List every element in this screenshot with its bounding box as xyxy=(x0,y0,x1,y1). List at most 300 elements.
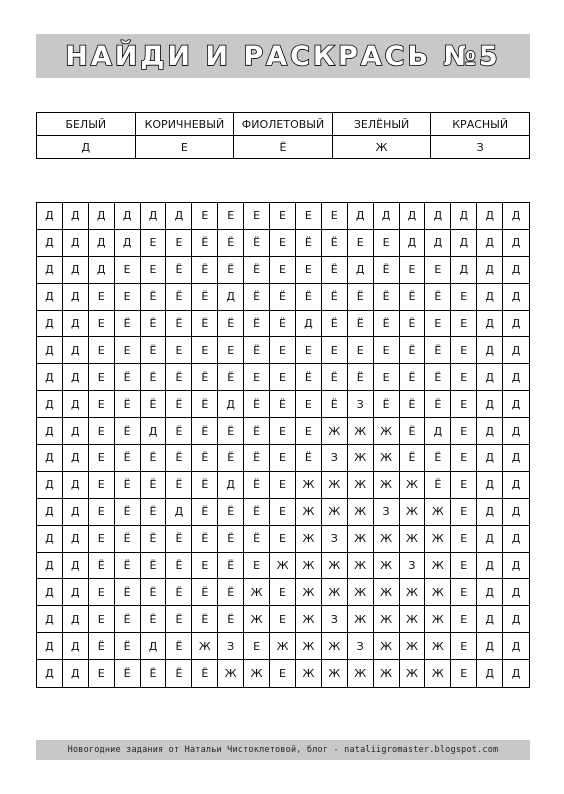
grid-cell[interactable]: Ж xyxy=(270,553,296,580)
grid-cell[interactable]: Е xyxy=(451,526,477,553)
grid-cell[interactable]: Ж xyxy=(296,472,322,499)
grid-cell[interactable]: Ё xyxy=(218,499,244,526)
grid-cell[interactable]: Е xyxy=(425,257,451,284)
grid-cell[interactable]: Д xyxy=(477,660,503,687)
grid-cell[interactable]: Ё xyxy=(244,230,270,257)
grid-cell[interactable]: Ё xyxy=(244,418,270,445)
grid-cell[interactable]: Ё xyxy=(115,579,141,606)
grid-cell[interactable]: Е xyxy=(425,311,451,338)
grid-cell[interactable]: Ё xyxy=(115,499,141,526)
grid-cell[interactable]: Ж xyxy=(322,579,348,606)
grid-cell[interactable]: Е xyxy=(244,364,270,391)
grid-cell[interactable]: Ё xyxy=(141,364,167,391)
grid-cell[interactable]: Ё xyxy=(192,445,218,472)
grid-cell[interactable]: Д xyxy=(503,633,529,660)
grid-cell[interactable]: Ж xyxy=(296,633,322,660)
grid-cell[interactable]: Е xyxy=(270,418,296,445)
grid-cell[interactable]: Ё xyxy=(115,418,141,445)
grid-cell[interactable]: Д xyxy=(511,667,521,681)
grid-cell[interactable]: Ё xyxy=(348,284,374,311)
grid-cell[interactable]: Е xyxy=(451,418,477,445)
grid-cell[interactable]: Ё xyxy=(400,418,426,445)
grid-cell[interactable]: Д xyxy=(37,284,63,311)
grid-cell[interactable]: Ж xyxy=(400,526,426,553)
grid-cell[interactable]: Ж xyxy=(400,660,426,687)
grid-cell[interactable]: Д xyxy=(425,203,451,230)
grid-cell[interactable]: Д xyxy=(348,203,374,230)
grid-cell[interactable]: Ё xyxy=(322,284,348,311)
grid-cell[interactable]: Ж xyxy=(348,499,374,526)
grid-cell[interactable]: Ё xyxy=(115,526,141,553)
grid-cell[interactable]: Е xyxy=(451,579,477,606)
grid-cell[interactable]: Ж xyxy=(425,633,451,660)
grid-cell[interactable]: Ё xyxy=(244,337,270,364)
grid-cell[interactable]: Ж xyxy=(348,445,374,472)
grid-cell[interactable]: Ж xyxy=(322,553,348,580)
grid-cell[interactable]: Д xyxy=(477,633,503,660)
grid-cell[interactable]: Ё xyxy=(425,284,451,311)
grid-cell[interactable]: Ё xyxy=(218,418,244,445)
grid-cell[interactable]: Д xyxy=(37,257,63,284)
grid-cell[interactable]: Д xyxy=(141,418,167,445)
grid-cell[interactable]: Ё xyxy=(141,311,167,338)
grid-cell[interactable]: Д xyxy=(374,203,400,230)
grid-cell[interactable]: Д xyxy=(63,418,89,445)
grid-cell[interactable]: Ж xyxy=(374,633,400,660)
grid-cell[interactable]: Ё xyxy=(141,526,167,553)
grid-cell[interactable]: Д xyxy=(63,203,89,230)
grid-cell[interactable]: Ё xyxy=(166,391,192,418)
grid-cell[interactable]: Ё xyxy=(218,445,244,472)
grid-cell[interactable]: Ё xyxy=(115,472,141,499)
grid-cell[interactable]: Ё xyxy=(400,284,426,311)
grid-cell[interactable]: Д xyxy=(63,391,89,418)
grid-cell[interactable]: Ж xyxy=(348,606,374,633)
grid-cell[interactable]: Д xyxy=(477,499,503,526)
grid-cell[interactable]: Ж xyxy=(425,553,451,580)
grid-cell[interactable]: Д xyxy=(218,284,244,311)
grid-cell[interactable]: Ё xyxy=(348,364,374,391)
grid-cell[interactable]: Ё xyxy=(374,257,400,284)
grid-cell[interactable]: Е xyxy=(89,526,115,553)
grid-cell[interactable]: З xyxy=(322,526,348,553)
grid-cell[interactable]: Д xyxy=(477,526,503,553)
grid-cell[interactable]: Е xyxy=(270,499,296,526)
grid-cell[interactable]: Д xyxy=(37,579,63,606)
grid-cell[interactable]: Е xyxy=(296,391,322,418)
grid-cell[interactable]: Ж xyxy=(425,499,451,526)
grid-cell[interactable]: Д xyxy=(477,579,503,606)
grid-cell[interactable]: Д xyxy=(37,311,63,338)
grid-cell[interactable]: Е xyxy=(270,203,296,230)
grid-cell[interactable]: Ё xyxy=(374,311,400,338)
grid-cell[interactable]: Д xyxy=(63,526,89,553)
grid-cell[interactable]: Ё xyxy=(115,553,141,580)
grid-cell[interactable]: Ж xyxy=(348,418,374,445)
grid-cell[interactable]: Д xyxy=(89,230,115,257)
grid-cell[interactable]: Ё xyxy=(192,391,218,418)
grid-cell[interactable]: Ж xyxy=(374,526,400,553)
grid-cell[interactable]: Ё xyxy=(425,445,451,472)
grid-cell[interactable]: Ё xyxy=(141,337,167,364)
grid-cell[interactable]: Д xyxy=(477,606,503,633)
grid-cell[interactable]: Ё xyxy=(166,579,192,606)
grid-cell[interactable]: Ж xyxy=(296,660,322,687)
grid-cell[interactable]: Ж xyxy=(425,660,451,687)
grid-cell[interactable]: Е xyxy=(166,230,192,257)
grid-cell[interactable]: Д xyxy=(63,472,89,499)
grid-cell[interactable]: Д xyxy=(477,445,503,472)
grid-cell[interactable]: Д xyxy=(89,257,115,284)
grid-cell[interactable]: Ж xyxy=(322,499,348,526)
grid-cell[interactable]: Д xyxy=(141,633,167,660)
grid-cell[interactable]: Д xyxy=(503,337,529,364)
grid-cell[interactable]: Ё xyxy=(166,553,192,580)
grid-cell[interactable]: Д xyxy=(451,203,477,230)
grid-cell[interactable]: Ё xyxy=(374,284,400,311)
grid-cell[interactable]: Е xyxy=(451,606,477,633)
grid-cell[interactable]: Д xyxy=(141,203,167,230)
grid-cell[interactable]: Е xyxy=(451,633,477,660)
grid-cell[interactable]: Ж xyxy=(400,633,426,660)
grid-cell[interactable]: Д xyxy=(477,203,503,230)
grid-cell[interactable]: Ё xyxy=(322,257,348,284)
grid-cell[interactable]: Е xyxy=(166,337,192,364)
grid-cell[interactable]: Ё xyxy=(115,391,141,418)
grid-cell[interactable]: Д xyxy=(503,364,529,391)
grid-cell[interactable]: Д xyxy=(115,203,141,230)
grid-cell[interactable]: Ж xyxy=(374,579,400,606)
grid-cell[interactable]: Е xyxy=(374,337,400,364)
grid-cell[interactable]: Д xyxy=(63,284,89,311)
grid-cell[interactable]: З xyxy=(400,553,426,580)
grid-cell[interactable]: Д xyxy=(37,230,63,257)
grid-cell[interactable]: Ж xyxy=(374,472,400,499)
grid-cell[interactable]: Ё xyxy=(166,472,192,499)
grid-cell[interactable]: Ё xyxy=(166,660,192,687)
grid-cell[interactable]: Д xyxy=(477,418,503,445)
grid-cell[interactable]: Е xyxy=(451,553,477,580)
grid-cell[interactable]: Д xyxy=(63,364,89,391)
grid-cell[interactable]: Д xyxy=(218,472,244,499)
grid-cell[interactable]: Е xyxy=(451,337,477,364)
grid-cell[interactable]: Е xyxy=(89,311,115,338)
grid-cell[interactable]: Ё xyxy=(141,553,167,580)
grid-cell[interactable]: Д xyxy=(37,203,63,230)
grid-cell[interactable]: Е xyxy=(218,337,244,364)
grid-cell[interactable]: Е xyxy=(218,203,244,230)
grid-cell[interactable]: Ё xyxy=(296,445,322,472)
grid-cell[interactable]: Ж xyxy=(374,660,400,687)
grid-cell[interactable]: Ё xyxy=(166,633,192,660)
grid-cell[interactable]: Ё xyxy=(218,311,244,338)
grid-cell[interactable]: Д xyxy=(503,472,529,499)
grid-cell[interactable]: Ё xyxy=(192,606,218,633)
grid-cell[interactable]: Ё xyxy=(270,391,296,418)
grid-cell[interactable]: Д xyxy=(503,391,529,418)
grid-cell[interactable]: Е xyxy=(270,257,296,284)
grid-cell[interactable]: Е xyxy=(115,337,141,364)
grid-cell[interactable]: Д xyxy=(63,579,89,606)
grid-cell[interactable]: З xyxy=(218,633,244,660)
grid-cell[interactable]: Ё xyxy=(400,337,426,364)
grid-cell[interactable]: Е xyxy=(270,526,296,553)
grid-cell[interactable]: Ё xyxy=(141,445,167,472)
grid-cell[interactable]: Е xyxy=(89,337,115,364)
grid-cell[interactable]: Д xyxy=(63,499,89,526)
grid-cell[interactable]: Ж xyxy=(322,418,348,445)
grid-cell[interactable]: Ё xyxy=(192,472,218,499)
grid-cell[interactable]: Ж xyxy=(322,472,348,499)
grid-cell[interactable]: Д xyxy=(63,445,89,472)
grid-cell[interactable]: Е xyxy=(89,660,115,687)
grid-cell[interactable]: Ё xyxy=(166,257,192,284)
grid-cell[interactable]: Д xyxy=(37,418,63,445)
grid-cell[interactable]: Д xyxy=(503,203,529,230)
grid-cell[interactable]: Д xyxy=(37,391,63,418)
grid-cell[interactable]: Е xyxy=(141,257,167,284)
grid-cell[interactable]: Е xyxy=(270,337,296,364)
grid-cell[interactable]: Ё xyxy=(141,606,167,633)
grid-cell[interactable]: Ж xyxy=(296,553,322,580)
grid-cell[interactable]: Ж xyxy=(425,526,451,553)
grid-cell[interactable]: Е xyxy=(244,553,270,580)
grid-cell[interactable]: Д xyxy=(400,230,426,257)
grid-cell[interactable]: Д xyxy=(89,203,115,230)
grid-cell[interactable]: Ё xyxy=(115,606,141,633)
grid-cell[interactable]: Ж xyxy=(425,606,451,633)
grid-cell[interactable]: Д xyxy=(37,606,63,633)
grid-cell[interactable]: Е xyxy=(192,203,218,230)
grid-cell[interactable]: Д xyxy=(37,364,63,391)
grid-cell[interactable]: Ж xyxy=(348,472,374,499)
grid-cell[interactable]: Д xyxy=(477,472,503,499)
grid-cell[interactable]: Д xyxy=(503,257,529,284)
grid-cell[interactable]: Е xyxy=(89,472,115,499)
grid-cell[interactable]: Ё xyxy=(425,337,451,364)
grid-cell[interactable]: Е xyxy=(296,257,322,284)
grid-cell[interactable]: Д xyxy=(296,311,322,338)
grid-cell[interactable]: Д xyxy=(503,311,529,338)
grid-cell[interactable]: З xyxy=(374,499,400,526)
grid-cell[interactable]: Ё xyxy=(141,391,167,418)
grid-cell[interactable]: Е xyxy=(89,284,115,311)
grid-cell[interactable]: Ж xyxy=(400,606,426,633)
grid-cell[interactable]: Е xyxy=(451,391,477,418)
grid-cell[interactable]: Ё xyxy=(244,499,270,526)
grid-cell[interactable]: Ё xyxy=(115,633,141,660)
grid-cell[interactable]: Ё xyxy=(166,606,192,633)
grid-cell[interactable]: Ё xyxy=(244,472,270,499)
grid-cell[interactable]: Ё xyxy=(192,284,218,311)
grid-cell[interactable]: Д xyxy=(503,526,529,553)
grid-cell[interactable]: З xyxy=(348,633,374,660)
grid-cell[interactable]: Ё xyxy=(192,257,218,284)
grid-cell[interactable]: Ё xyxy=(322,391,348,418)
grid-cell[interactable]: Д xyxy=(451,230,477,257)
grid-cell[interactable]: Ё xyxy=(425,472,451,499)
grid-cell[interactable]: Е xyxy=(89,391,115,418)
grid-cell[interactable]: Д xyxy=(37,499,63,526)
grid-cell[interactable]: Д xyxy=(477,230,503,257)
grid-cell[interactable]: Д xyxy=(63,633,89,660)
grid-cell[interactable]: Д xyxy=(348,257,374,284)
grid-cell[interactable]: Д xyxy=(503,553,529,580)
grid-cell[interactable]: Ж xyxy=(400,579,426,606)
grid-cell[interactable]: Д xyxy=(477,311,503,338)
grid-cell[interactable]: Ё xyxy=(166,418,192,445)
grid-cell[interactable]: Е xyxy=(270,230,296,257)
grid-cell[interactable]: Е xyxy=(192,553,218,580)
grid-cell[interactable]: Ё xyxy=(244,311,270,338)
grid-cell[interactable]: Д xyxy=(63,257,89,284)
grid-cell[interactable]: Ё xyxy=(192,660,218,687)
grid-cell[interactable]: Д xyxy=(63,553,89,580)
grid-cell[interactable]: Ё xyxy=(115,364,141,391)
grid-cell[interactable]: Ё xyxy=(192,364,218,391)
grid-cell[interactable]: Д xyxy=(477,257,503,284)
grid-cell[interactable]: Ё xyxy=(192,311,218,338)
grid-cell[interactable]: Д xyxy=(37,526,63,553)
grid-cell[interactable]: Ё xyxy=(374,391,400,418)
grid-cell[interactable]: Д xyxy=(166,203,192,230)
grid-cell[interactable]: Ж xyxy=(374,553,400,580)
grid-cell[interactable]: Д xyxy=(63,337,89,364)
grid-cell[interactable]: Ж xyxy=(244,660,270,687)
grid-cell[interactable]: Ё xyxy=(218,230,244,257)
grid-cell[interactable]: Ё xyxy=(322,230,348,257)
grid-cell[interactable]: Ж xyxy=(296,606,322,633)
grid-cell[interactable]: Ё xyxy=(218,364,244,391)
grid-cell[interactable]: Д xyxy=(37,553,63,580)
grid-cell[interactable]: Е xyxy=(374,230,400,257)
grid-cell[interactable]: Е xyxy=(451,445,477,472)
grid-cell[interactable]: Д xyxy=(503,230,529,257)
grid-cell[interactable]: Ё xyxy=(296,230,322,257)
grid-cell[interactable]: Ё xyxy=(244,391,270,418)
grid-cell[interactable]: Ё xyxy=(218,579,244,606)
grid-cell[interactable]: Д xyxy=(477,364,503,391)
grid-cell[interactable]: Ё xyxy=(115,311,141,338)
grid-cell[interactable]: Е xyxy=(348,230,374,257)
grid-cell[interactable]: Ё xyxy=(296,284,322,311)
grid-cell[interactable]: Ё xyxy=(192,526,218,553)
grid-cell[interactable]: З xyxy=(322,606,348,633)
grid-cell[interactable]: Ж xyxy=(244,606,270,633)
grid-cell[interactable]: Д xyxy=(477,284,503,311)
grid-cell[interactable]: Д xyxy=(400,203,426,230)
grid-cell[interactable]: Ж xyxy=(270,633,296,660)
grid-cell[interactable]: Д xyxy=(63,311,89,338)
grid-cell[interactable]: Ё xyxy=(400,445,426,472)
grid-cell[interactable]: Ё xyxy=(166,311,192,338)
grid-cell[interactable]: Ё xyxy=(322,311,348,338)
grid-cell[interactable]: Д xyxy=(63,660,89,687)
grid-cell[interactable]: Ё xyxy=(270,284,296,311)
grid-cell[interactable]: Ё xyxy=(244,526,270,553)
grid-cell[interactable]: Ё xyxy=(218,526,244,553)
grid-cell[interactable]: Д xyxy=(503,445,529,472)
grid-cell[interactable]: Е xyxy=(270,579,296,606)
grid-cell[interactable]: Д xyxy=(477,553,503,580)
grid-cell[interactable]: Е xyxy=(451,284,477,311)
grid-cell[interactable]: Ж xyxy=(425,579,451,606)
grid-cell[interactable]: Е xyxy=(270,445,296,472)
grid-cell[interactable]: Е xyxy=(296,337,322,364)
grid-cell[interactable]: Д xyxy=(425,418,451,445)
grid-cell[interactable]: Д xyxy=(37,633,63,660)
grid-cell[interactable]: Е xyxy=(244,203,270,230)
grid-cell[interactable]: Е xyxy=(141,230,167,257)
grid-cell[interactable]: Ё xyxy=(192,418,218,445)
grid-cell[interactable]: Ё xyxy=(270,311,296,338)
grid-cell[interactable]: Ё xyxy=(218,257,244,284)
grid-cell[interactable]: Ё xyxy=(141,579,167,606)
grid-cell[interactable]: Д xyxy=(477,391,503,418)
grid-cell[interactable]: Е xyxy=(89,606,115,633)
grid-cell[interactable]: Е xyxy=(244,633,270,660)
grid-cell[interactable]: Д xyxy=(63,230,89,257)
grid-cell[interactable]: Ё xyxy=(166,445,192,472)
grid-cell[interactable]: Ё xyxy=(166,284,192,311)
grid-cell[interactable]: Ё xyxy=(244,284,270,311)
grid-cell[interactable]: Ж xyxy=(400,499,426,526)
grid-cell[interactable]: Ж xyxy=(374,606,400,633)
grid-cell[interactable]: Д xyxy=(37,445,63,472)
grid-cell[interactable]: Д xyxy=(37,472,63,499)
grid-cell[interactable]: Ё xyxy=(322,364,348,391)
grid-cell[interactable]: Ё xyxy=(141,499,167,526)
grid-cell[interactable]: Е xyxy=(451,472,477,499)
grid-cell[interactable]: Д xyxy=(451,257,477,284)
grid-cell[interactable]: Ж xyxy=(348,526,374,553)
grid-cell[interactable]: Ё xyxy=(166,526,192,553)
grid-cell[interactable]: Ж xyxy=(218,660,244,687)
grid-cell[interactable]: Ж xyxy=(348,660,374,687)
grid-cell[interactable]: Ё xyxy=(218,553,244,580)
grid-cell[interactable]: Д xyxy=(115,230,141,257)
grid-cell[interactable]: Е xyxy=(270,472,296,499)
grid-cell[interactable]: Ж xyxy=(192,633,218,660)
grid-cell[interactable]: Ж xyxy=(296,526,322,553)
grid-cell[interactable]: Ж xyxy=(400,472,426,499)
grid-cell[interactable]: Д xyxy=(503,499,529,526)
grid-cell[interactable]: Е xyxy=(115,257,141,284)
grid-cell[interactable]: Е xyxy=(270,660,296,687)
grid-cell[interactable]: Е xyxy=(451,499,477,526)
grid-cell[interactable]: Е xyxy=(270,364,296,391)
grid-cell[interactable]: Ё xyxy=(244,257,270,284)
grid-cell[interactable]: Д xyxy=(503,606,529,633)
grid-cell[interactable]: Д xyxy=(166,499,192,526)
grid-cell[interactable]: Е xyxy=(296,418,322,445)
grid-cell[interactable]: Ё xyxy=(141,660,167,687)
grid-cell[interactable]: Е xyxy=(451,364,477,391)
grid-cell[interactable]: Ё xyxy=(192,499,218,526)
grid-cell[interactable]: Ж xyxy=(322,633,348,660)
grid-cell[interactable]: Д xyxy=(477,337,503,364)
grid-cell[interactable]: Ё xyxy=(89,633,115,660)
grid-cell[interactable]: Ё xyxy=(244,445,270,472)
grid-cell[interactable]: Е xyxy=(89,499,115,526)
grid-cell[interactable]: Ж xyxy=(374,418,400,445)
grid-cell[interactable]: Е xyxy=(451,311,477,338)
grid-cell[interactable]: Ё xyxy=(400,364,426,391)
grid-cell[interactable]: Д xyxy=(37,660,63,687)
grid-cell[interactable]: Ё xyxy=(348,311,374,338)
grid-cell[interactable]: З xyxy=(322,445,348,472)
grid-cell[interactable]: Ж xyxy=(348,553,374,580)
